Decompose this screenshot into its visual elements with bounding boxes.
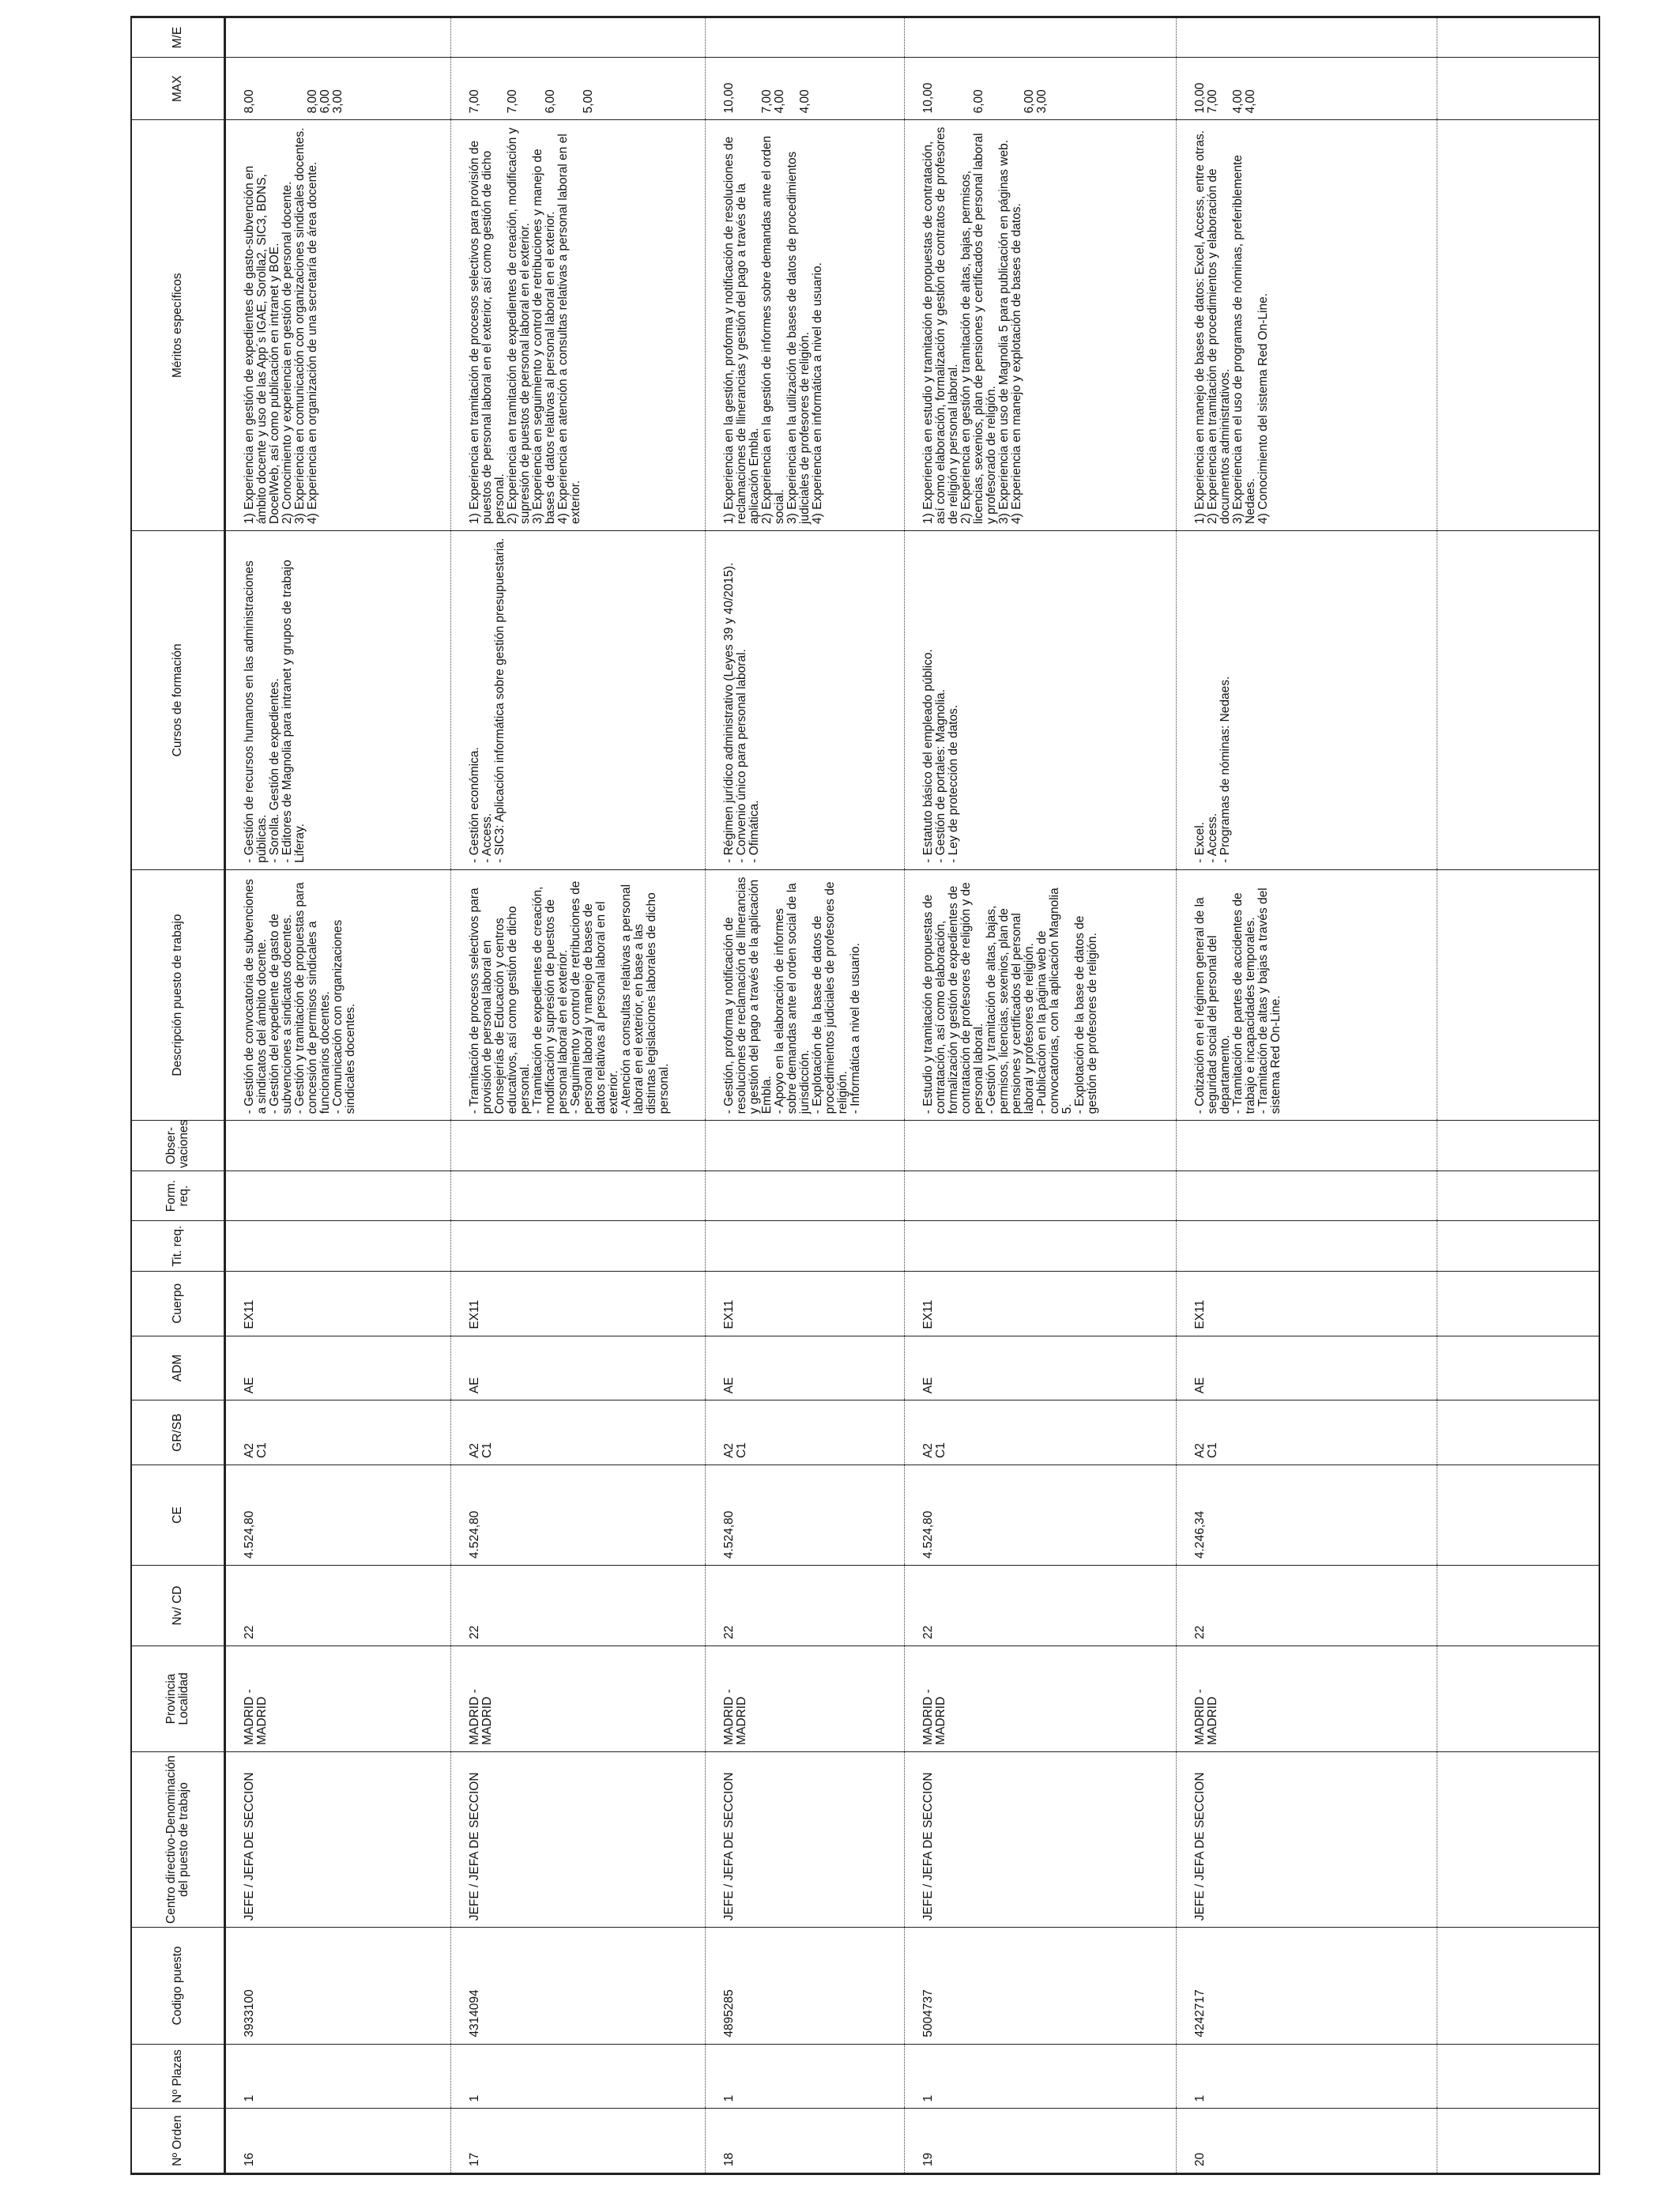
cell-nivel: 22	[451, 1565, 706, 1646]
job-positions-table	[132, 17, 1599, 2173]
empty-cell	[1437, 1271, 1599, 1336]
cell-provincia: MADRID - MADRID	[1177, 1646, 1437, 1752]
cell-orden: 20	[1177, 2109, 1437, 2173]
cell-tit	[706, 1221, 905, 1272]
empty-cell	[1437, 1336, 1599, 1400]
empty-cell	[1437, 1171, 1599, 1221]
header-descripcion: Descripción puesto de trabajo	[132, 869, 225, 1121]
cell-me	[225, 18, 451, 58]
cell-plazas: 1	[706, 2044, 905, 2109]
header-provincia: Provincia Localidad	[132, 1646, 225, 1752]
header-plazas: Nº Plazas	[132, 2044, 225, 2109]
cell-descripcion: - Cotización en el régimen general de la seguridad social del personal del departamento. - Tramitación de partes de accidentes de trabajo e incapacidades temporales. - Tramitación de altas y bajas a través del sistema Red On-Line.	[1177, 869, 1437, 1121]
cell-cuerpo: EX11	[225, 1271, 451, 1336]
cell-max: 10,00 7,00 4,00 4,00	[706, 58, 905, 120]
cell-descripcion: - Tramitación de procesos selectivos para provisión de personal laboral en Consejerías de Educación y centros educativos, así como gestión de dicho personal. - Tramitación de expedientes de creación, modificación y supresión de puestos de personal laboral en el exterior. - Seguimiento y control de retribuciones de personal laboral y manejo de bases de datos relativas al personal laboral en el exterior. - Atención a consultas relativas a personal laboral en el exterior, en base a las distintas legislaciones laborales de dicho personal.	[451, 869, 706, 1121]
cell-meritos: 1) Experiencia en manejo de bases de datos: Excel, Access, entre otras. 2) Experiencia en tramitación de procedimientos y elaboración de documentos administrativos. 3) Experiencia en el uso de programas de nóminas, preferiblemente Nedaes. 4) Conocimiento del sistema Red On-Line.	[1177, 120, 1437, 531]
header-cuerpo: Cuerpo	[132, 1271, 225, 1336]
cell-grsb: A2 C1	[225, 1400, 451, 1465]
cell-meritos: 1) Experiencia en tramitación de procesos selectivos para provisión de puestos de personal laboral en el exterior, así como gestión de dicho personal. 2) Experiencia en tramitación de expedientes de creación, modificación y supresión de puestos de personal laboral en el exterior. 3) Experiencia en seguimiento y control de retribuciones y manejo de bases de datos relativas al personal laboral en el exterior. 4) Experiencia en atención a consultas relativas a personal laboral en el exterior.	[451, 120, 706, 531]
cell-codigo: 4895285	[706, 1928, 905, 2044]
cell-orden: 19	[905, 2109, 1177, 2173]
cell-nivel: 22	[905, 1565, 1177, 1646]
cell-me	[706, 18, 905, 58]
empty-cell	[1437, 1465, 1599, 1565]
table-row	[451, 18, 706, 2173]
empty-cell	[1437, 18, 1599, 58]
cell-descripcion: - Estudio y tramitación de propuestas de contratación, así como elaboración, formalización y gestión de expedientes de contratación de profesores de religión y de personal laboral. - Gestión y tramitación de altas, bajas, permisos, licencias, sexenios, plan de pensiones y certificados del personal laboral y profesores de religión. - Publicación en la página web de convocatorias, con la aplicación Magnolia 5. - Explotación de la base de datos de gestión de profesores de religión.	[905, 869, 1177, 1121]
header-cursos: Cursos de formación	[132, 530, 225, 869]
cell-nivel: 22	[1177, 1565, 1437, 1646]
cell-provincia: MADRID - MADRID	[225, 1646, 451, 1752]
cell-tit	[905, 1221, 1177, 1272]
empty-cell	[1437, 1646, 1599, 1752]
header-grsb: GR/SB	[132, 1400, 225, 1465]
cell-nivel: 22	[706, 1565, 905, 1646]
rotated-table-sheet	[130, 16, 1600, 2175]
cell-obs	[905, 1121, 1177, 1171]
header-form: Form. req.	[132, 1171, 225, 1221]
cell-nivel: 22	[225, 1565, 451, 1646]
table-row	[1177, 18, 1437, 2173]
cell-plazas: 1	[451, 2044, 706, 2109]
cell-cursos: - Estatuto básico del empleado público. - Gestión de portales: Magnolia. - Ley de protección de datos.	[905, 530, 1177, 869]
cell-meritos: 1) Experiencia en la gestión, proforma y notificación de resoluciones de reclamaciones de llinerancias y gestión del pago a través de la aplicación Embla. 2) Experiencia en la gestión de informes sobre demandas ante el orden social. 3) Experiencia en la utilización de bases de datos de procedimientos judiciales de profesores de religión. 4) Experiencia en informática a nivel de usuario.	[706, 120, 905, 531]
cell-codigo: 4242717	[1177, 1928, 1437, 2044]
empty-cell	[1437, 2109, 1599, 2173]
header-tit: Tit. req.	[132, 1221, 225, 1272]
empty-cell	[1437, 2044, 1599, 2109]
header-meritos: Méritos específicos	[132, 120, 225, 531]
header-centro: Centro directivo-Denominación del puesto de trabajo	[132, 1751, 225, 1927]
cell-codigo: 4314094	[451, 1928, 706, 2044]
cell-plazas: 1	[225, 2044, 451, 2109]
cell-max: 10,00 7,00 4,00 4,00	[1177, 58, 1437, 120]
cell-form	[706, 1171, 905, 1221]
cell-adm: AE	[225, 1336, 451, 1400]
empty-cell	[1437, 1221, 1599, 1272]
cell-cuerpo: EX11	[1177, 1271, 1437, 1336]
cell-ce: 4.524,80	[706, 1465, 905, 1565]
cell-provincia: MADRID - MADRID	[451, 1646, 706, 1752]
cell-centro: JEFE / JEFA DE SECCION	[905, 1751, 1177, 1927]
cell-descripcion: - Gestión de convocatoria de subvenciones a sindicatos del ámbito docente. - Gestión del expediente de gasto de subvenciones a sindicatos docentes. - Gestión y tramitación de propuestas para concesión de permisos sindicales a funcionarios docentes. - Comunicación con organizaciones sindicales docentes.	[225, 869, 451, 1121]
cell-me	[1177, 18, 1437, 58]
cell-form	[905, 1171, 1177, 1221]
header-orden: Nº Orden	[132, 2109, 225, 2173]
empty-cell	[1437, 120, 1599, 531]
cell-tit	[451, 1221, 706, 1272]
cell-form	[225, 1171, 451, 1221]
cell-adm: AE	[706, 1336, 905, 1400]
cell-plazas: 1	[1177, 2044, 1437, 2109]
cell-centro: JEFE / JEFA DE SECCION	[225, 1751, 451, 1927]
cell-ce: 4.524,80	[225, 1465, 451, 1565]
cell-ce: 4.524,80	[905, 1465, 1177, 1565]
header-obs: Obser-vaciones	[132, 1121, 225, 1171]
cell-max: 8,00 8,00 6,00 3,00	[225, 58, 451, 120]
header-adm: ADM	[132, 1336, 225, 1400]
cell-provincia: MADRID - MADRID	[706, 1646, 905, 1752]
header-nivel: Nv/ CD	[132, 1565, 225, 1646]
cell-codigo: 3933100	[225, 1928, 451, 2044]
table-row	[225, 18, 451, 2173]
header-max: MAX	[132, 58, 225, 120]
header-me: M/E	[132, 18, 225, 58]
cell-grsb: A2 C1	[905, 1400, 1177, 1465]
empty-cell	[1437, 1400, 1599, 1465]
header-row	[132, 18, 225, 2173]
cell-centro: JEFE / JEFA DE SECCION	[706, 1751, 905, 1927]
cell-grsb: A2 C1	[706, 1400, 905, 1465]
cell-cursos: - Gestión de recursos humanos en las administraciones públicas. - Sorolla. Gestión de expedientes. - Editores de Magnolia para intranet y grupos de trabajo Liferay.	[225, 530, 451, 869]
cell-adm: AE	[1177, 1336, 1437, 1400]
cell-orden: 17	[451, 2109, 706, 2173]
cell-provincia: MADRID - MADRID	[905, 1646, 1177, 1752]
cell-obs	[225, 1121, 451, 1171]
cell-tit	[225, 1221, 451, 1272]
cell-meritos: 1) Experiencia en estudio y tramitación de propuestas de contratación, así como elaboración, formalización y gestión de contratos de profesores de religión y personal laboral. 2) Experiencia en gestión y tramitación de altas, bajas, permisos, licencias, sexenios, plan de pensiones y certificados de personal laboral y profesorado de religión. 3) Experiencia en uso de Magnolia 5 para publicación en páginas web. 4) Experiencia en manejo y explotación de bases de datos.	[905, 120, 1177, 531]
empty-row	[1437, 18, 1599, 2173]
cell-max: 7,00 7,00 6,00 5,00	[451, 58, 706, 120]
cell-cuerpo: EX11	[451, 1271, 706, 1336]
cell-adm: AE	[451, 1336, 706, 1400]
empty-cell	[1437, 1565, 1599, 1646]
cell-centro: JEFE / JEFA DE SECCION	[451, 1751, 706, 1927]
cell-codigo: 5004737	[905, 1928, 1177, 2044]
cell-cuerpo: EX11	[905, 1271, 1177, 1336]
header-ce: CE	[132, 1465, 225, 1565]
cell-ce: 4.524,80	[451, 1465, 706, 1565]
table-row	[905, 18, 1177, 2173]
empty-cell	[1437, 58, 1599, 120]
cell-grsb: A2 C1	[1177, 1400, 1437, 1465]
empty-cell	[1437, 1928, 1599, 2044]
cell-adm: AE	[905, 1336, 1177, 1400]
cell-orden: 16	[225, 2109, 451, 2173]
cell-grsb: A2 C1	[451, 1400, 706, 1465]
cell-me	[905, 18, 1177, 58]
cell-cursos: - Régimen jurídico administrativo (Leyes 39 y 40/2015). - Convenio único para personal laboral. - Ofimática.	[706, 530, 905, 869]
cell-form	[1177, 1171, 1437, 1221]
empty-cell	[1437, 1121, 1599, 1171]
cell-meritos: 1) Experiencia en gestión de expedientes de gasto-subvención en ámbito docente y uso de las App´s IGAE, Sorolla2, SIC3, BDNS, DocelWeb, así como publicación en intranet y BOE. 2) Conocimiento y experiencia en gestión de personal docente. 3) Experiencia en comunicación con organizaciones sindicales docentes. 4) Experiencia en organización de una secretaría de área docente.	[225, 120, 451, 531]
cell-plazas: 1	[905, 2044, 1177, 2109]
cell-descripcion: - Gestión, proforma y notificación de resoluciones de reclamación de llinerancias y gestión del pago a través de la aplicación Embla. - Apoyo en la elaboración de informes sobre demandas ante el orden social de la jurisdicción. - Explotación de la base de datos de procedimientos judiciales de profesores de religión. - Informática a nivel de usuario.	[706, 869, 905, 1121]
table-row	[706, 18, 905, 2173]
empty-cell	[1437, 530, 1599, 869]
cell-tit	[1177, 1221, 1437, 1272]
cell-obs	[706, 1121, 905, 1171]
cell-centro: JEFE / JEFA DE SECCION	[1177, 1751, 1437, 1927]
header-codigo: Codigo puesto	[132, 1928, 225, 2044]
cell-cuerpo: EX11	[706, 1271, 905, 1336]
empty-cell	[1437, 1751, 1599, 1927]
empty-cell	[1437, 869, 1599, 1121]
cell-obs	[451, 1121, 706, 1171]
cell-me	[451, 18, 706, 58]
cell-orden: 18	[706, 2109, 905, 2173]
cell-max: 10,00 6,00 6,00 3,00	[905, 58, 1177, 120]
cell-form	[451, 1171, 706, 1221]
cell-obs	[1177, 1121, 1437, 1171]
cell-ce: 4.246,34	[1177, 1465, 1437, 1565]
cell-cursos: - Gestión económica. - Access. - SIC3: Aplicación informática sobre gestión presupuestaria.	[451, 530, 706, 869]
cell-cursos: - Excel. - Access. - Programas de nóminas: Nedaes.	[1177, 530, 1437, 869]
